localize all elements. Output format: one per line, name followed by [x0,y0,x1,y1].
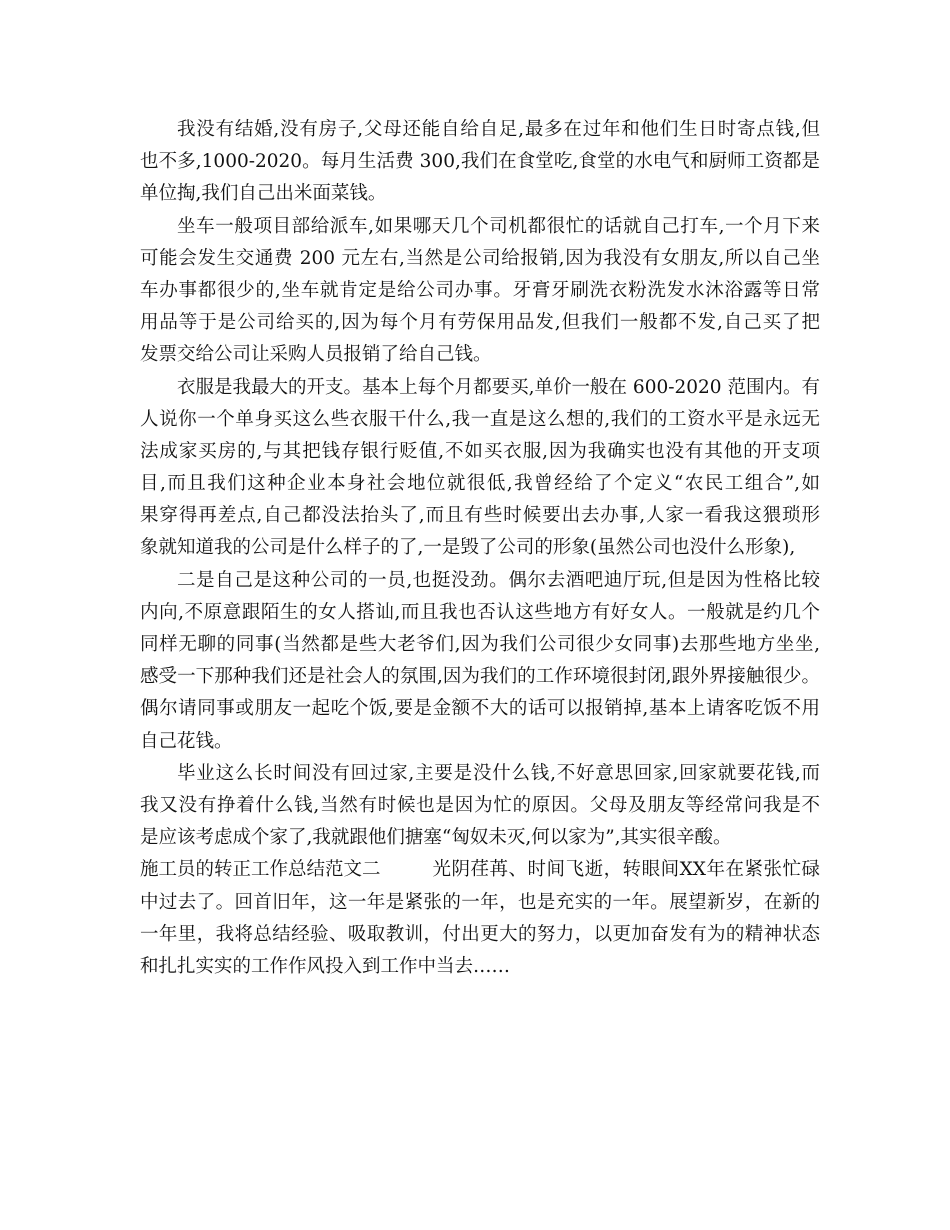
paragraph [140,114,820,211]
text-line: 一年里，我将总结经验、吸取教训，付出更大的努力，以更加奋发有为的精神状态 [140,923,820,945]
text-line: 是应该考虑成个家了,我就跟他们搪塞“匈奴未灭,何以家为”,其实很辛酸。 [140,827,732,849]
text-line: 衣服是我最大的开支。基本上每个月都要买,单价一般在 600-2020 范围内。有 [177,376,820,398]
section-block [140,854,820,983]
paragraph [140,758,820,855]
section-title: 施工员的转正工作总结范文二 [140,859,381,881]
text-line: 自己花钱。 [140,730,233,752]
text-line: 同样无聊的同事(当然都是些大老爷们,因为我们公司很少女同事)去那些地方坐坐, [140,634,820,655]
text-line: 目,而且我们这种企业本身社会地位就很低,我曾经给了个定义“农民工组合”,如 [140,473,820,495]
document-body [140,114,820,854]
text-line: 和扎扎实实的工作作风投入到工作中当去…… [140,955,511,977]
text-line: 单位掏,我们自己出米面菜钱。 [140,183,387,205]
text-line: 果穿得再差点,自己都没法抬头了,而且有些时候要出去办事,人家一看我这猥琐形 [140,505,820,527]
paragraph [140,372,820,565]
text-line: 我又没有挣着什么钱,当然有时候也是因为忙的原因。父母及朋友等经常问我是不 [140,794,820,816]
text-line: 二是自己是这种公司的一员,也挺没劲。偶尔去酒吧迪厅玩,但是因为性格比较 [177,569,820,591]
paragraph [140,565,820,758]
text-line: 人说你一个单身买这么些衣服干什么,我一直是这么想的,我们的工资水平是永远无 [140,408,820,430]
document-page [140,114,820,983]
text-line: 感受一下那种我们还是社会人的氛围,因为我们的工作环境很封闭,跟外界接触很少。 [140,666,820,688]
text-line: 可能会发生交通费 200 元左右,当然是公司给报销,因为我没有女朋友,所以自己坐 [140,247,820,269]
text-line: 象就知道我的公司是什么样子的了,一是毁了公司的形象(虽然公司也没什么形象), [140,537,796,559]
text-line: 用品等于是公司给买的,因为每个月有劳保用品发,但我们一般都不发,自己买了把 [140,312,820,334]
section-heading-line [140,854,820,886]
text-line: 发票交给公司让采购人员报销了给自己钱。 [140,344,492,366]
text-line: 我没有结婚,没有房子,父母还能自给自足,最多在过年和他们生日时寄点钱,但 [177,119,820,140]
section-intro-text: 光阴荏苒、时间飞逝，转眼间XX年在紧张忙碌 [432,859,820,881]
text-line: 车办事都很少的,坐车就肯定是给公司办事。牙膏牙刷洗衣粉洗发水沐浴露等日常 [140,279,820,301]
text-line: 内向,不原意跟陌生的女人搭讪,而且我也否认这些地方有好女人。一般就是约几个 [140,601,820,623]
text-line: 偶尔请同事或朋友一起吃个饭,要是金额不大的话可以报销掉,基本上请客吃饭不用 [140,698,820,720]
text-line: 也不多,1000-2020。每月生活费 300,我们在食堂吃,食堂的水电气和厨师工资都是 [140,151,820,173]
paragraph [140,211,820,372]
text-line: 坐车一般项目部给派车,如果哪天几个司机都很忙的话就自己打车,一个月下来 [177,215,820,237]
text-line: 中过去了。回首旧年，这一年是紧张的一年，也是充实的一年。展望新岁，在新的 [140,891,820,913]
section-body [140,887,820,984]
text-line: 毕业这么长时间没有回过家,主要是没什么钱,不好意思回家,回家就要花钱,而 [177,762,820,784]
text-line: 法成家买房的,与其把钱存银行贬值,不如买衣服,因为我确实也没有其他的开支项 [140,440,820,462]
